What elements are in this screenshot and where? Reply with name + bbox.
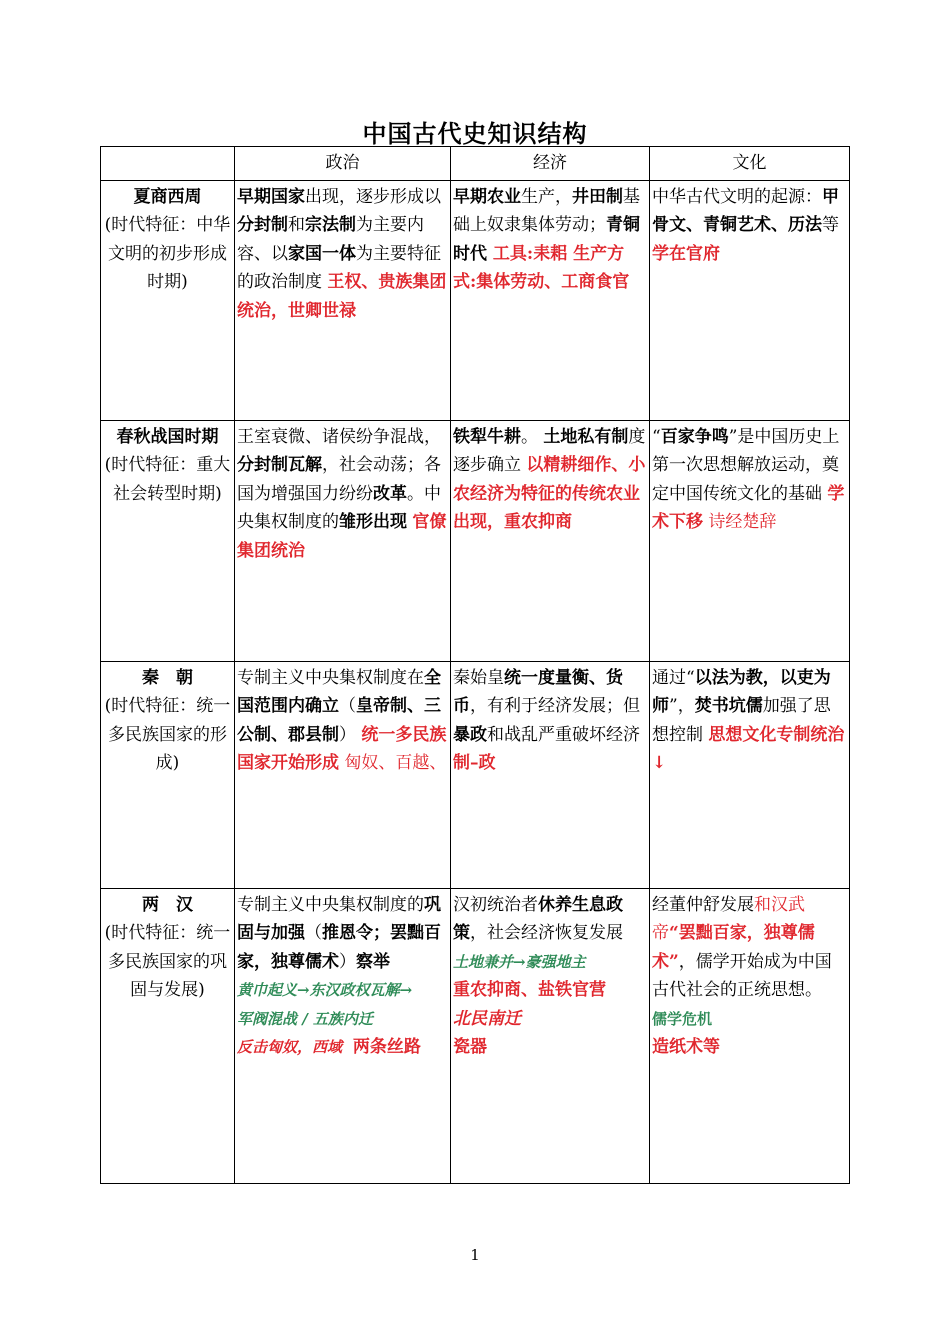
economy-cell <box>451 888 650 1183</box>
header-row <box>101 147 850 181</box>
text-segment: 基础上奴隶集体劳动； <box>453 186 640 235</box>
text-segment: 王权、贵族集团统治，世卿世禄 <box>237 272 447 321</box>
document-title: 中国古代史知识结构 <box>362 119 588 148</box>
text-segment: 统一多民族国家开始形成 <box>237 724 447 773</box>
text-segment: 为主要内容、以 <box>237 215 424 264</box>
header-culture: 文化 <box>650 147 850 181</box>
text-segment: 分封制瓦解 <box>237 455 322 475</box>
culture-cell <box>650 661 850 888</box>
period-cell <box>101 420 235 661</box>
culture-cell <box>650 180 850 420</box>
text-segment: （ <box>339 696 356 716</box>
text-segment: 经董仲舒发展 <box>652 894 754 915</box>
politics-cell <box>235 180 451 420</box>
text-segment: 工具:耒耜 生产方式:集体劳动、工商食官 <box>453 243 630 292</box>
period-cell <box>101 180 235 420</box>
text-segment: 以法为教，以吏为师 <box>652 667 831 716</box>
text-segment: 思想文化专制统治 ↓ <box>652 724 845 773</box>
text-segment: 王室衰微、诸侯纷争混战， <box>237 426 441 447</box>
text-segment: 甲骨文、青铜艺术、历法 <box>652 186 839 235</box>
text-segment: 秦始皇 <box>453 667 504 688</box>
text-segment: 为主要特征的政治制度 <box>237 243 441 292</box>
text-segment: 察举 <box>356 951 390 972</box>
han-economy-note-4: 瓷器 <box>453 1037 487 1057</box>
han-politics-note-row <box>237 1033 448 1062</box>
text-segment: 巩固与加强 <box>237 894 441 943</box>
text-segment: 加强了思想控制 <box>652 696 831 745</box>
text-segment: 制–政 <box>453 753 496 773</box>
han-culture-note-1: 儒学危机 <box>652 1009 713 1028</box>
han-economy-note-1: 土地兼并→豪强地主 <box>453 952 586 971</box>
knowledge-table <box>100 146 850 1184</box>
text-segment: 雏形出现 <box>339 512 407 532</box>
header-economy: 经济 <box>451 147 650 181</box>
text-segment: 通过“ <box>652 667 695 688</box>
text-segment: （ <box>305 923 322 943</box>
text-segment: 铁犁牛耕 <box>453 426 521 447</box>
text-segment: ，社会经济恢复发展 <box>470 923 623 943</box>
text-segment: 专制主义中央集权制度的 <box>237 894 424 915</box>
politics-cell <box>235 420 451 661</box>
text-segment: 。中央集权制度的 <box>237 483 441 532</box>
economy-cell <box>451 420 650 661</box>
text-segment: 专制主义中央集权制度在 <box>237 667 424 688</box>
period-desc: (时代特征：统一多民族国家的巩固与发展) <box>104 923 231 1000</box>
text-segment: 官僚集团统治 <box>237 512 447 561</box>
period-desc: (时代特征：中华文明的初步形成时期) <box>104 215 231 292</box>
han-politics-note-3: 反击匈奴，西域 <box>237 1038 343 1056</box>
culture-cell <box>650 420 850 661</box>
economy-cell <box>451 180 650 420</box>
culture-cell <box>650 888 850 1183</box>
text-segment: “ <box>652 426 661 447</box>
text-segment: 出现，逐步形成以 <box>305 186 441 207</box>
text-segment: 改革 <box>373 483 407 504</box>
politics-main-text <box>237 895 441 972</box>
text-segment: 学术下移 <box>652 483 845 532</box>
period-desc: (时代特征：统一多民族国家的形成) <box>104 696 231 773</box>
politics-cell <box>235 661 451 888</box>
period-name: 夏商西周 <box>133 186 202 207</box>
text-segment: 宗法制 <box>305 215 356 235</box>
han-politics-note-2: 军阀混战 / 五族内迁 <box>237 1009 373 1028</box>
text-segment: 早期国家 <box>237 186 305 207</box>
text-segment: ”， <box>669 696 695 716</box>
text-segment: ） <box>339 724 362 745</box>
text-segment: 统一度量衡、货币 <box>453 667 623 716</box>
han-politics-note-4: 两条丝路 <box>352 1037 421 1057</box>
period-cell <box>101 661 235 888</box>
text-segment: 诗经楚辞 <box>703 512 777 532</box>
text-segment: 汉初统治者 <box>453 894 538 915</box>
page-number: 1 <box>470 1246 480 1264</box>
text-segment: 生产， <box>521 186 572 207</box>
economy-cell <box>451 661 650 888</box>
text-segment: 家国一体 <box>288 243 356 264</box>
text-segment: 中华古代文明的起源： <box>652 186 822 207</box>
han-economy-note-2: 重农抑商、盐铁官营 <box>453 980 606 1000</box>
han-economy-note-3: 北民南迁 <box>453 1008 521 1029</box>
text-segment: 和汉武帝 <box>652 894 805 943</box>
text-segment: 焚书坑儒 <box>694 696 763 716</box>
text-segment: 皇帝制、三公制、郡县制 <box>237 696 441 745</box>
text-segment: ”是中国历史上第一次思想解放运动，奠定中国传统文化的基础 <box>652 426 840 504</box>
text-segment: ，有利于经济发展；但 <box>470 696 640 716</box>
header-blank <box>101 147 235 181</box>
text-segment: ） <box>339 951 356 972</box>
text-segment: 青铜时代 <box>453 215 640 264</box>
text-segment: 匈奴、百越、 <box>339 753 447 773</box>
text-segment: 学在官府 <box>652 243 720 264</box>
text-segment: 土地私有制 <box>543 426 629 447</box>
period-name: 春秋战国时期 <box>116 426 219 447</box>
row-qin <box>101 661 850 888</box>
period-name: 秦 朝 <box>142 667 193 688</box>
text-segment: ，社会动荡；各国为增强国力纷纷 <box>237 455 441 504</box>
culture-main-text <box>652 895 832 1001</box>
text-segment: 暴政 <box>453 724 487 745</box>
han-politics-note-1: 黄巾起义→东汉政权瓦解→ <box>237 981 413 999</box>
period-name: 两 汉 <box>142 894 193 915</box>
text-segment: 和战乱严重破坏经济 <box>487 724 640 745</box>
text-segment: 休养生息政策 <box>453 894 623 943</box>
text-segment: 分封制 <box>237 215 288 235</box>
politics-cell <box>235 888 451 1183</box>
text-segment: 百家争鸣 <box>660 426 729 447</box>
period-desc: (时代特征：重大社会转型时期) <box>104 455 231 504</box>
economy-main-text <box>453 895 623 944</box>
text-segment: 以精耕细作、小农经济为特征的传统农业出现，重农抑商 <box>453 455 646 532</box>
han-culture-note-2: 造纸术等 <box>652 1037 720 1057</box>
text-segment: 度逐步确立 <box>453 426 646 475</box>
text-segment: 推恩令；罢黜百家，独尊儒术 <box>237 923 441 972</box>
row-xia-shang-zhou <box>101 180 850 420</box>
text-segment: 和 <box>288 215 305 235</box>
text-segment: 。 <box>521 426 544 447</box>
text-segment: 全国范围内确立 <box>237 667 441 716</box>
period-cell <box>101 888 235 1183</box>
header-politics: 政治 <box>235 147 451 181</box>
text-segment: 早期农业 <box>453 186 521 207</box>
text-segment: ，儒学开始成为中国古代社会的正统思想。 <box>652 951 832 1000</box>
row-han <box>101 888 850 1183</box>
text-segment: 井田制 <box>572 186 623 207</box>
text-segment: “罢黜百家，独尊儒术” <box>652 923 815 972</box>
text-segment: 等 <box>822 215 839 235</box>
row-chunqiu-zhanguo <box>101 420 850 661</box>
